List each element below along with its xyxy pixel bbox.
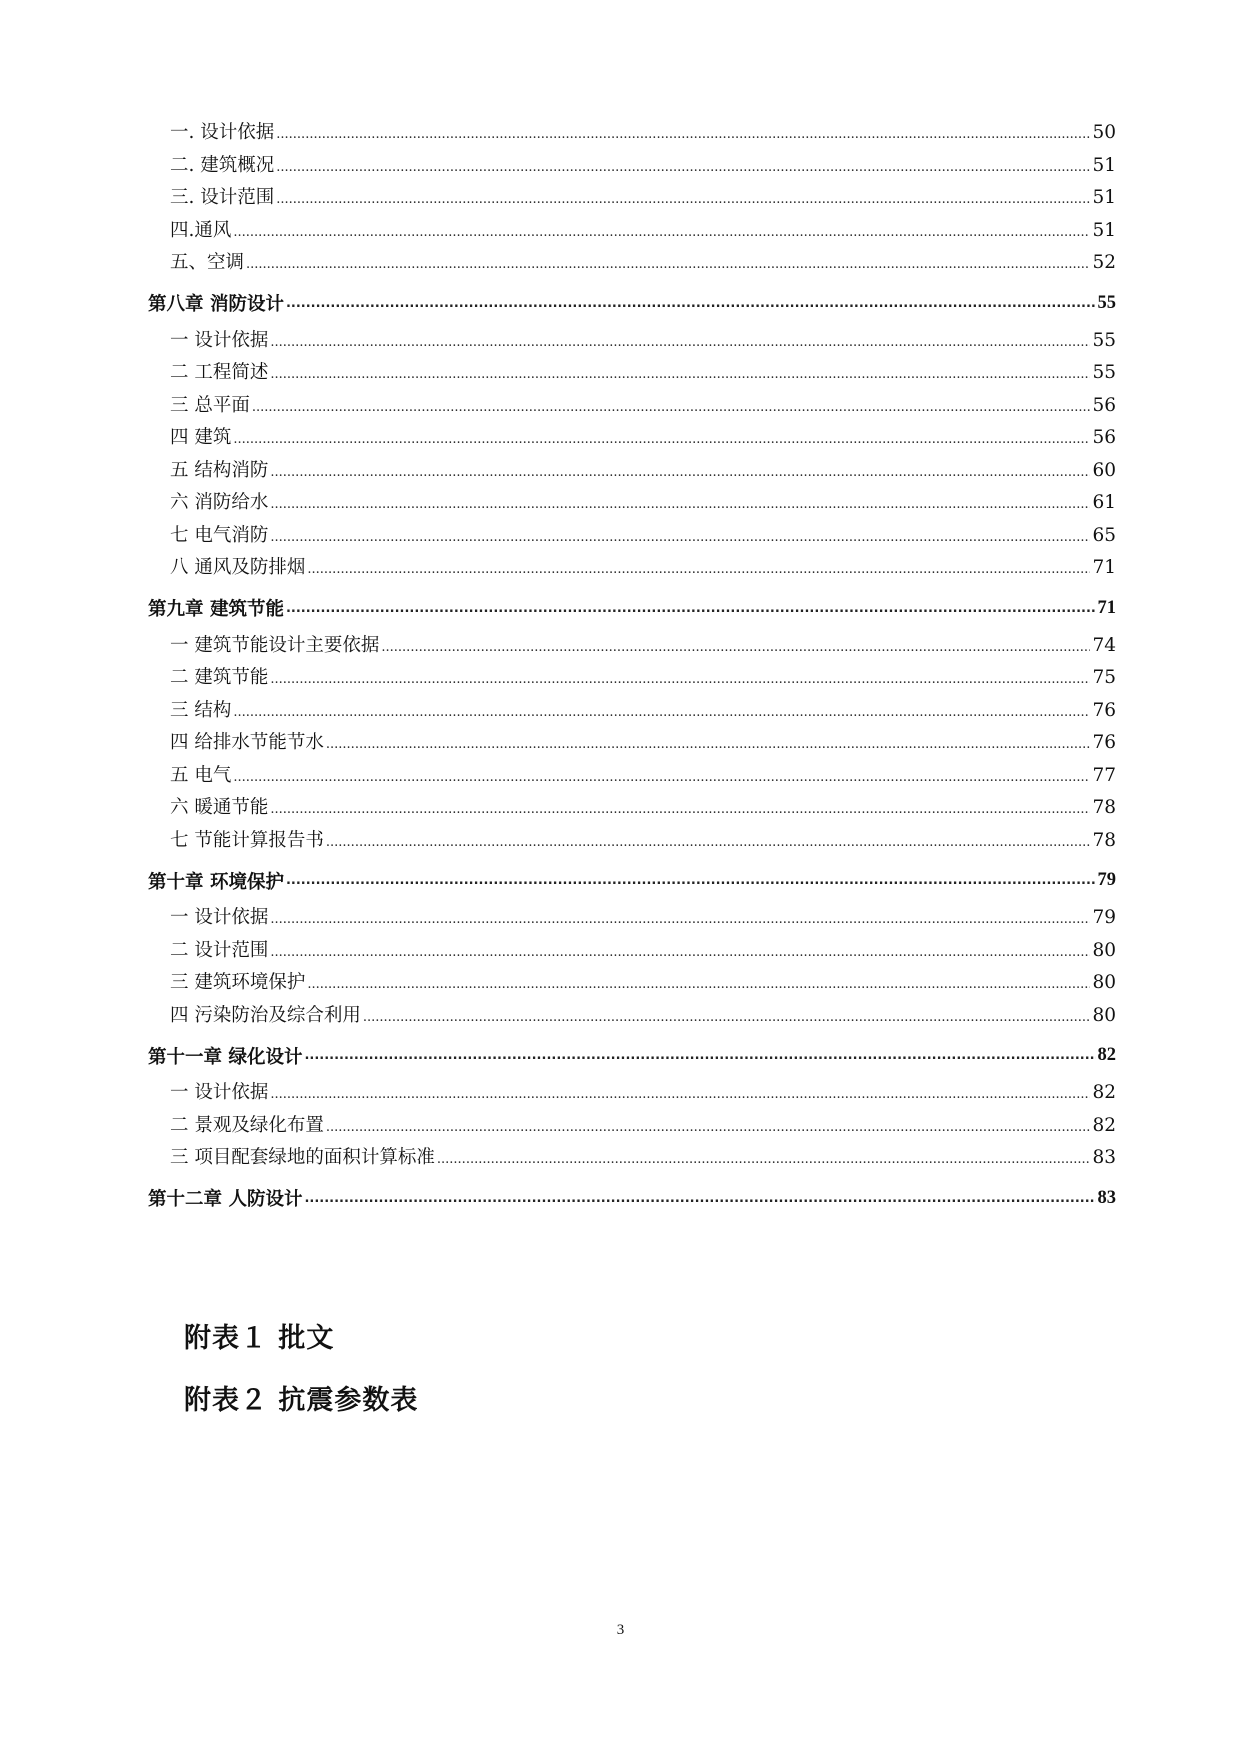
- toc-entry-page: 83: [1092, 1147, 1116, 1168]
- toc-entry-page: 76: [1092, 732, 1116, 753]
- toc-entry-page: 74: [1092, 634, 1116, 656]
- toc-entry-page: 82: [1092, 1082, 1116, 1103]
- toc-entry-page: 78: [1092, 829, 1116, 851]
- toc-entry-label: 七 节能计算报告书: [170, 829, 324, 851]
- toc-chapter[interactable]: [148, 281, 1116, 326]
- toc-entry-label: 一. 设计依据: [170, 122, 275, 143]
- toc-chapter-label: 第十章 环境保护: [148, 871, 284, 893]
- toc-entry[interactable]: [148, 521, 1116, 554]
- toc-entry-page: 71: [1092, 557, 1116, 578]
- toc-chapter[interactable]: [148, 1176, 1116, 1221]
- toc-chapter-label: 第八章 消防设计: [148, 294, 284, 315]
- toc-entry-label: 五 结构消防: [170, 459, 269, 481]
- toc-chapter-page: 83: [1097, 1187, 1116, 1208]
- dot-leader: [363, 1010, 1091, 1025]
- toc-entry-label: 七 电气消防: [170, 524, 269, 546]
- toc-entry[interactable]: [148, 183, 1116, 216]
- dot-leader: [381, 640, 1090, 655]
- toc-entry[interactable]: [148, 826, 1116, 859]
- toc-chapter-page: 71: [1097, 597, 1116, 618]
- table-of-contents: [148, 118, 1116, 1221]
- toc-entry-page: 80: [1092, 972, 1116, 993]
- dot-leader: [276, 127, 1090, 142]
- toc-entry-label: 三 结构: [170, 699, 232, 721]
- dot-leader: [233, 432, 1090, 447]
- dot-leader: [252, 400, 1091, 415]
- dot-leader: [270, 945, 1090, 960]
- toc-entry-page: 50: [1092, 122, 1116, 143]
- toc-entry[interactable]: [148, 728, 1116, 761]
- dot-leader: [286, 296, 1096, 311]
- toc-entry-page: 56: [1092, 394, 1116, 416]
- toc-entry-page: 61: [1092, 492, 1116, 513]
- dot-leader: [270, 672, 1090, 687]
- toc-entry-label: 三 项目配套绿地的面积计算标准: [170, 1147, 435, 1168]
- toc-entry-page: 82: [1092, 1114, 1116, 1136]
- toc-entry[interactable]: [148, 151, 1116, 184]
- dot-leader: [270, 912, 1090, 927]
- toc-entry-page: 51: [1092, 219, 1116, 241]
- toc-chapter[interactable]: [148, 858, 1116, 903]
- toc-entry[interactable]: [148, 553, 1116, 586]
- dot-leader: [304, 1048, 1095, 1063]
- toc-entry-label: 四.通风: [170, 219, 232, 241]
- toc-entry-label: 三 建筑环境保护: [170, 972, 306, 993]
- toc-entry-label: 四 给排水节能节水: [170, 732, 324, 753]
- toc-entry[interactable]: [148, 903, 1116, 936]
- toc-entry[interactable]: [148, 423, 1116, 456]
- dot-leader: [276, 160, 1090, 175]
- toc-entry[interactable]: [148, 761, 1116, 794]
- toc-entry[interactable]: [148, 248, 1116, 281]
- toc-entry-page: 56: [1092, 427, 1116, 448]
- dot-leader: [307, 562, 1090, 577]
- dot-leader: [286, 601, 1096, 616]
- toc-chapter-label: 第十二章 人防设计: [148, 1189, 303, 1210]
- dot-leader: [326, 835, 1091, 850]
- toc-entry-label: 四 建筑: [170, 427, 232, 448]
- toc-entry-page: 80: [1092, 939, 1116, 961]
- toc-entry[interactable]: [148, 968, 1116, 1001]
- toc-entry[interactable]: [148, 488, 1116, 521]
- toc-entry[interactable]: [148, 1001, 1116, 1034]
- dot-leader: [326, 737, 1091, 752]
- dot-leader: [270, 530, 1090, 545]
- toc-chapter-label: 第九章 建筑节能: [148, 599, 284, 620]
- dot-leader: [304, 1191, 1095, 1206]
- dot-leader: [270, 497, 1090, 512]
- dot-leader: [307, 977, 1090, 992]
- dot-leader: [326, 1120, 1091, 1135]
- toc-entry-label: 八 通风及防排烟: [170, 557, 306, 578]
- toc-entry-page: 79: [1092, 907, 1116, 928]
- toc-entry-label: 六 暖通节能: [170, 797, 269, 818]
- toc-entry-page: 55: [1092, 362, 1116, 383]
- toc-entry-page: 65: [1092, 524, 1116, 546]
- dot-leader: [270, 465, 1090, 480]
- toc-entry-page: 52: [1092, 252, 1116, 273]
- toc-entry-page: 77: [1092, 764, 1116, 786]
- dot-leader: [276, 192, 1090, 207]
- toc-entry-page: 51: [1092, 187, 1116, 208]
- toc-entry-label: 二 设计范围: [170, 939, 269, 961]
- toc-entry-label: 一 设计依据: [170, 907, 269, 928]
- toc-entry[interactable]: [148, 793, 1116, 826]
- dot-leader: [437, 1152, 1091, 1167]
- toc-entry-page: 76: [1092, 699, 1116, 721]
- toc-entry-page: 55: [1092, 329, 1116, 351]
- toc-chapter-label: 第十一章 绿化设计: [148, 1046, 303, 1068]
- toc-entry-page: 51: [1092, 154, 1116, 176]
- toc-entry-label: 一 设计依据: [170, 1082, 269, 1103]
- toc-entry-label: 二 工程简述: [170, 362, 269, 383]
- dot-leader: [270, 1087, 1090, 1102]
- toc-entry-label: 五 电气: [170, 764, 232, 786]
- toc-entry-page: 75: [1092, 667, 1116, 688]
- dot-leader: [270, 802, 1090, 817]
- toc-chapter-page: 55: [1097, 292, 1116, 313]
- toc-entry-label: 三. 设计范围: [170, 187, 275, 208]
- dot-leader: [246, 257, 1090, 272]
- appendix-item[interactable]: 附表２ 抗震参数表: [184, 1385, 419, 1416]
- toc-entry[interactable]: [148, 696, 1116, 729]
- dot-leader: [233, 225, 1090, 240]
- toc-entry[interactable]: [148, 456, 1116, 489]
- dot-leader: [233, 705, 1090, 720]
- toc-chapter[interactable]: [148, 1033, 1116, 1078]
- toc-entry-page: 78: [1092, 797, 1116, 818]
- toc-entry-page: 60: [1092, 459, 1116, 481]
- toc-entry-label: 二 景观及绿化布置: [170, 1114, 324, 1136]
- toc-entry[interactable]: [148, 118, 1116, 151]
- toc-entry[interactable]: [148, 391, 1116, 424]
- toc-entry[interactable]: [148, 631, 1116, 664]
- toc-entry[interactable]: [148, 663, 1116, 696]
- toc-entry-label: 一 设计依据: [170, 329, 269, 351]
- toc-entry-label: 一 建筑节能设计主要依据: [170, 634, 380, 656]
- page-number: 3: [616, 1622, 625, 1638]
- dot-leader: [233, 770, 1090, 785]
- toc-entry-label: 二. 建筑概况: [170, 154, 275, 176]
- toc-chapter[interactable]: [148, 586, 1116, 631]
- toc-entry-label: 六 消防给水: [170, 492, 269, 513]
- toc-entry-label: 三 总平面: [170, 394, 250, 416]
- toc-chapter-page: 79: [1097, 870, 1116, 890]
- toc-entry-label: 五、空调: [170, 252, 245, 273]
- toc-entry-page: 80: [1092, 1004, 1116, 1026]
- toc-entry-label: 二 建筑节能: [170, 667, 269, 688]
- appendix-item[interactable]: 附表１ 批文: [184, 1323, 335, 1354]
- toc-entry[interactable]: [148, 358, 1116, 391]
- toc-entry[interactable]: [148, 216, 1116, 249]
- toc-entry[interactable]: [148, 936, 1116, 969]
- dot-leader: [286, 873, 1096, 888]
- toc-entry[interactable]: [148, 1078, 1116, 1111]
- toc-entry[interactable]: [148, 1143, 1116, 1176]
- toc-chapter-page: 82: [1097, 1045, 1116, 1065]
- dot-leader: [270, 367, 1090, 382]
- dot-leader: [270, 335, 1090, 350]
- toc-entry-label: 四 污染防治及综合利用: [170, 1004, 361, 1026]
- toc-entry[interactable]: [148, 326, 1116, 359]
- toc-entry[interactable]: [148, 1111, 1116, 1144]
